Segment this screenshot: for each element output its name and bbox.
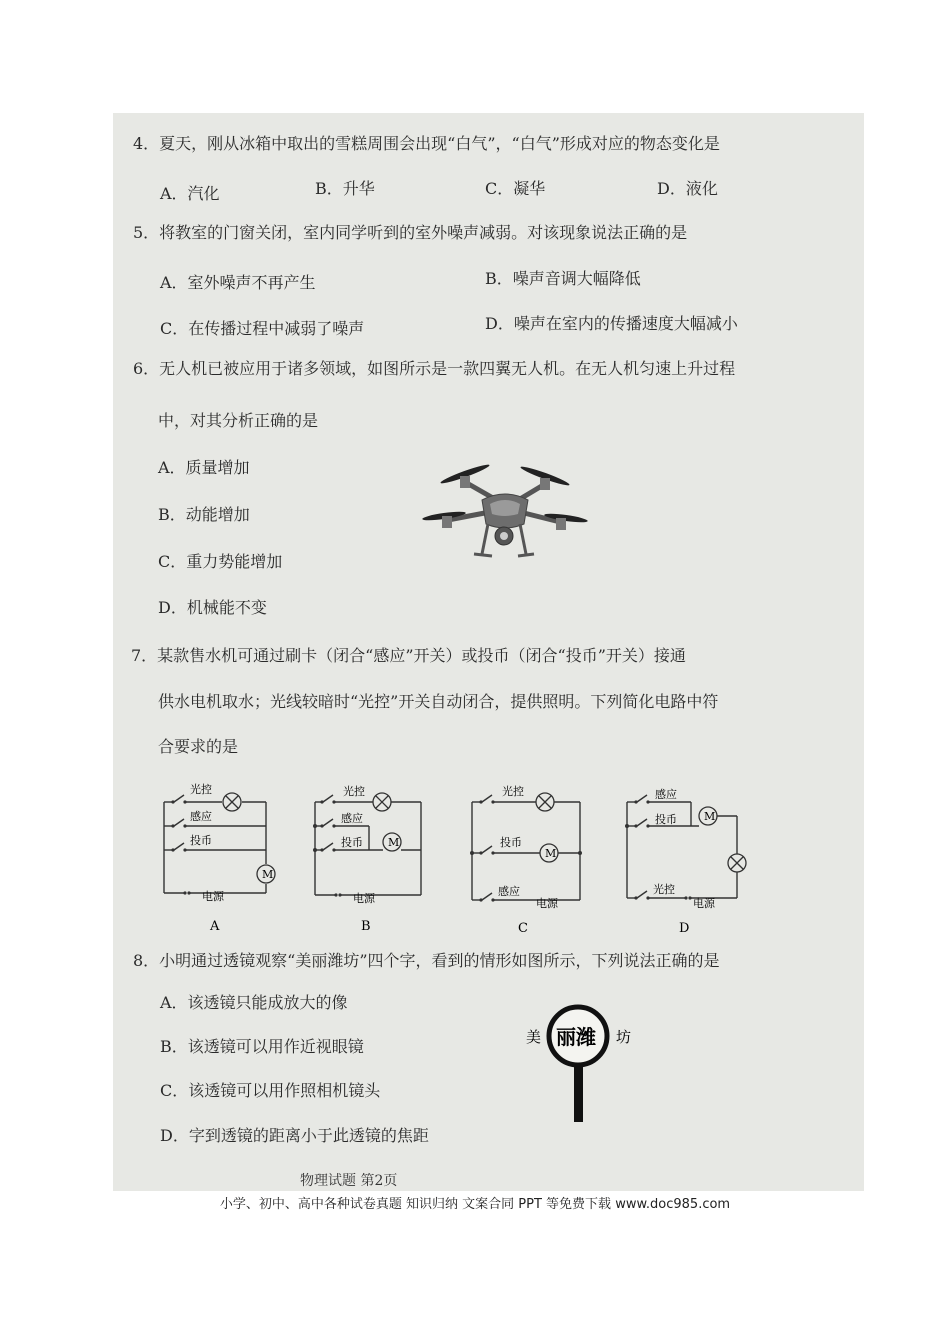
circuit-c (460, 780, 595, 935)
q4-option-b: B．升华 (315, 179, 375, 198)
circuit-letter-a: A (210, 919, 220, 934)
motor-label: M (545, 847, 557, 860)
power-label: 电源 (202, 890, 224, 903)
power-label: 电源 (693, 897, 715, 910)
q6-stem-line1: 6．无人机已被应用于诸多领域，如图所示是一款四翼无人机。在无人机匀速上升过程 (133, 359, 736, 378)
light-switch-label: 光控 (190, 783, 212, 796)
q4-option-d: D．液化 (657, 179, 718, 198)
circuit-a (150, 780, 285, 935)
q6-option-c: C．重力势能增加 (158, 552, 283, 571)
lens-figure (520, 1000, 640, 1125)
q7-stem-line3: 合要求的是 (158, 737, 239, 756)
motor-label: M (388, 836, 400, 849)
light-switch-label: 光控 (653, 883, 675, 896)
circuit-letter-b: B (361, 919, 371, 934)
light-switch-label: 光控 (502, 785, 524, 798)
q6-option-d: D．机械能不变 (158, 598, 267, 617)
sense-switch-label: 感应 (498, 885, 520, 898)
q4-stem: 4．夏天，刚从冰箱中取出的雪糕周围会出现“白气”，“白气”形成对应的物态变化是 (133, 134, 720, 153)
page-footer: 物理试题 第2页 (300, 1173, 398, 1189)
coin-switch-label: 投币 (500, 836, 522, 849)
q8-option-c: C．该透镜可以用作照相机镜头 (160, 1081, 381, 1100)
circuit-letter-c: C (518, 921, 528, 935)
sense-switch-label: 感应 (655, 788, 677, 801)
light-switch-label: 光控 (343, 785, 365, 798)
q7-stem-line2: 供水电机取水；光线较暗时“光控”开关自动闭合，提供照明。下列简化电路中符 (158, 692, 719, 711)
q8-option-d: D．字到透镜的距离小于此透镜的焦距 (160, 1126, 429, 1145)
sense-switch-label: 感应 (190, 810, 212, 823)
q4-option-c: C．凝华 (485, 179, 546, 198)
motor-label: M (704, 810, 716, 823)
coin-switch-label: 投币 (341, 836, 363, 849)
q6-stem-line2: 中，对其分析正确的是 (158, 411, 319, 430)
q7-stem-line1: 7．某款售水机可通过刷卡（闭合“感应”开关）或投币（闭合“投币”开关）接通 (131, 646, 686, 665)
coin-switch-label: 投币 (190, 834, 212, 847)
circuit-b (303, 780, 438, 935)
power-label: 电源 (353, 892, 375, 905)
q5-option-d: D．噪声在室内的传播速度大幅减小 (485, 314, 738, 333)
lens-char-right: 坊 (616, 1028, 632, 1046)
q5-stem: 5．将教室的门窗关闭，室内同学听到的室外噪声减弱。对该现象说法正确的是 (133, 223, 688, 242)
q8-stem: 8．小明通过透镜观察“美丽潍坊”四个字，看到的情形如图所示，下列说法正确的是 (133, 951, 720, 970)
lens-char-left: 美 (526, 1028, 542, 1046)
lens-char-middle: 丽潍 (556, 1025, 596, 1049)
circuit-d (615, 780, 755, 935)
power-label: 电源 (536, 897, 558, 910)
motor-label: M (262, 868, 274, 881)
q5-option-c: C．在传播过程中减弱了噪声 (160, 319, 365, 338)
q8-option-b: B．该透镜可以用作近视眼镜 (160, 1037, 364, 1056)
q4-option-a: A．汽化 (160, 184, 220, 203)
drone-image (420, 452, 590, 567)
q6-option-b: B．动能增加 (158, 505, 250, 524)
q5-option-b: B．噪声音调大幅降低 (485, 269, 641, 288)
q6-option-a: A．质量增加 (158, 458, 250, 477)
q8-option-a: A．该透镜只能成放大的像 (160, 993, 348, 1012)
coin-switch-label: 投币 (655, 813, 677, 826)
q5-option-a: A．室外噪声不再产生 (160, 273, 316, 292)
site-footer: 小学、初中、高中各种试卷真题 知识归纳 文案合同 PPT 等免费下载 www.doc985.com (219, 1197, 731, 1212)
circuit-letter-d: D (679, 921, 690, 935)
sense-switch-label: 感应 (341, 812, 363, 825)
